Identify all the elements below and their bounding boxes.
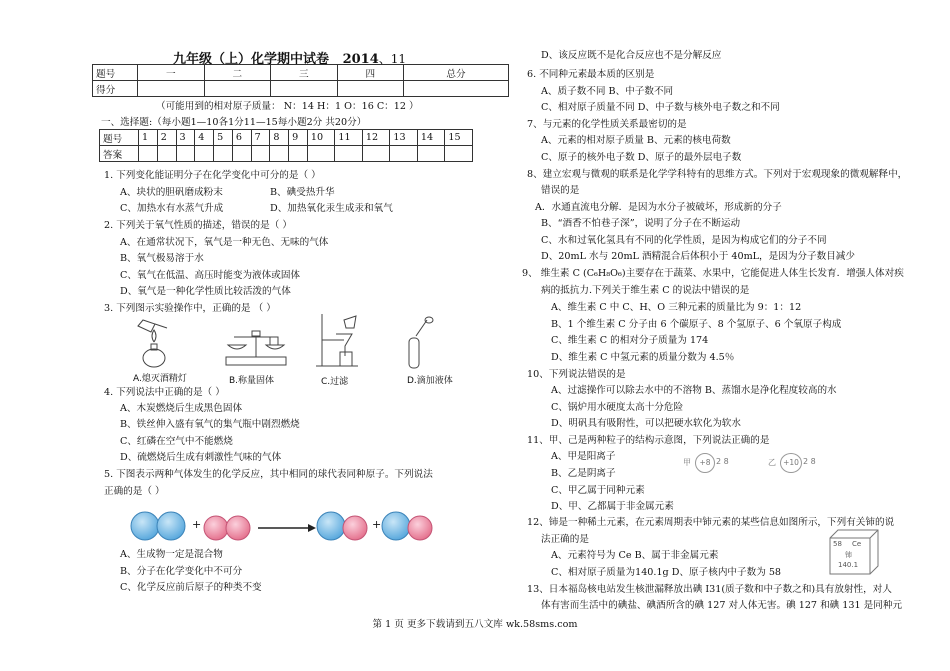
question-1: 1. 下列变化能证明分子在化学变化中可分的是（ ） bbox=[104, 170, 321, 181]
answer-row bbox=[100, 146, 473, 162]
score-header-cell: 二 bbox=[204, 65, 271, 81]
answer-number: 11 bbox=[335, 130, 363, 146]
molecule-atom-blue bbox=[131, 512, 159, 540]
option: C、原子的核外电子数 D、原子的最外层电子数 bbox=[541, 152, 742, 163]
question-5-cont: 正确的是（ ） bbox=[104, 486, 165, 497]
question-10: 10、下列说法错误的是 bbox=[527, 369, 626, 380]
score-cell[interactable] bbox=[404, 81, 509, 97]
answer-number: 5 bbox=[214, 130, 233, 146]
particle-yi-nucleus: +10 bbox=[780, 453, 802, 473]
filtration-figure bbox=[314, 312, 360, 370]
score-cell[interactable] bbox=[337, 81, 404, 97]
fig-label-c: C.过滤 bbox=[321, 377, 349, 387]
molecule-atom-red bbox=[226, 516, 250, 540]
answer-number: 6 bbox=[232, 130, 251, 146]
answer-number: 4 bbox=[195, 130, 214, 146]
option: C、化学反应前后原子的种类不变 bbox=[120, 582, 262, 593]
element-name: 铈 bbox=[845, 551, 852, 559]
question-13: 13、日本福岛核电站发生核泄漏释放出碘 I31(质子数和中子数之和)具有放射性，对人 bbox=[527, 584, 892, 595]
reaction-arrow-head bbox=[308, 524, 316, 532]
answer-cell[interactable] bbox=[195, 146, 214, 162]
question-7: 7、与元素的化学性质关系最密切的是 bbox=[527, 119, 687, 130]
answer-number: 9 bbox=[289, 130, 308, 146]
molecule-atom-blue bbox=[317, 512, 345, 540]
option: D、明矾具有吸附性，可以把硬水软化为软水 bbox=[551, 418, 741, 429]
dropper-figure bbox=[401, 316, 441, 370]
option: A、过滤操作可以除去水中的不溶物 B、蒸馏水是净化程度较高的水 bbox=[551, 385, 837, 396]
option: C、加热水有水蒸气升成 bbox=[120, 203, 224, 214]
particle-jia-electrons: 2 8 bbox=[716, 457, 729, 466]
option: D、加热氧化汞生成汞和氧气 bbox=[270, 203, 393, 214]
cerium-element-cell bbox=[828, 528, 880, 576]
option: B、铁丝伸入盛有氧气的集气瓶中剧烈燃烧 bbox=[120, 419, 300, 430]
score-row-label: 得分 bbox=[93, 81, 138, 97]
answer-cell[interactable] bbox=[270, 146, 289, 162]
particle-jia-diagram bbox=[683, 451, 741, 475]
option: B、氧气极易溶于水 bbox=[120, 253, 204, 264]
answer-cell[interactable] bbox=[417, 146, 445, 162]
option: A、元素符号为 Ce B、属于非金属元素 bbox=[551, 550, 719, 561]
answer-number: 8 bbox=[270, 130, 289, 146]
answer-cell[interactable] bbox=[390, 146, 418, 162]
option: B、“酒香不怕巷子深”，说明了分子在不断运动 bbox=[541, 218, 741, 229]
answer-number: 14 bbox=[417, 130, 445, 146]
question-9-cont: 病的抵抗力.下列关于维生素 C 的说法中错误的是 bbox=[541, 285, 750, 296]
question-5: 5. 下图表示两种气体发生的化学反应，其中相同的球代表同种原子。下列说法 bbox=[104, 469, 433, 480]
answer-cell[interactable] bbox=[157, 146, 176, 162]
question-8-cont: 错误的是 bbox=[541, 185, 580, 196]
option: B、1 个维生素 C 分子由 6 个碳原子、8 个氢原子、6 个氧原子构成 bbox=[551, 319, 842, 330]
section-heading: 一、选择题:（每小题1—10各1分11—15每小题2分 共20分） bbox=[101, 117, 367, 128]
question-6: 6. 不同种元素最本质的区别是 bbox=[527, 69, 655, 80]
fig-label-a: A.熄灭酒精灯 bbox=[133, 374, 187, 384]
option: A、在通常状况下，氧气是一种无色、无味的气体 bbox=[120, 237, 329, 248]
molecule-atom-blue bbox=[157, 512, 185, 540]
answer-number: 10 bbox=[307, 130, 335, 146]
option: D、硫燃烧后生成有刺激性气味的气体 bbox=[120, 452, 282, 463]
option: A、元素的相对原子质量 B、元素的核电荷数 bbox=[541, 135, 731, 146]
option: C、红磷在空气中不能燃烧 bbox=[120, 436, 233, 447]
option: A、生成物一定是混合物 bbox=[120, 549, 223, 560]
answer-cell[interactable] bbox=[335, 146, 363, 162]
answer-number: 7 bbox=[251, 130, 270, 146]
answer-cell[interactable] bbox=[307, 146, 335, 162]
question-11: 11、甲、己是两种粒子的结构示意图，下列说法正确的是 bbox=[527, 435, 770, 446]
question-8: 8、建立宏观与微观的联系是化学学科特有的思维方式。下列对于宏观现象的微观解释中， bbox=[527, 169, 908, 180]
score-header-cell: 题号 bbox=[93, 65, 138, 81]
answer-cell[interactable] bbox=[445, 146, 473, 162]
option: D、甲、乙都属于非金属元素 bbox=[551, 501, 674, 512]
element-number: 58 bbox=[833, 540, 842, 548]
answer-number: 13 bbox=[390, 130, 418, 146]
option: A、木炭燃烧后生成黑色固体 bbox=[120, 403, 243, 414]
option: C、相对原子质量为140.1g D、原子核内中子数为 58 bbox=[551, 567, 782, 578]
answer-cell[interactable] bbox=[214, 146, 233, 162]
particle-jia-nucleus: +8 bbox=[695, 453, 715, 473]
particle-yi-electrons: 2 8 bbox=[803, 457, 816, 466]
molecule-atom-red bbox=[204, 516, 228, 540]
option: C、氧气在低温、高压时能变为液体或固体 bbox=[120, 270, 301, 281]
score-cell[interactable] bbox=[138, 81, 205, 97]
plus-sign: + bbox=[372, 518, 382, 531]
option: B、分子在化学变化中不可分 bbox=[120, 566, 243, 577]
option: A．水通直流电分解．是因为水分子被破坏，形成新的分子 bbox=[535, 202, 782, 213]
option: D、该反应既不是化合反应也不是分解反应 bbox=[541, 50, 722, 61]
question-12: 12、铈是一种稀土元素，在元素周期表中铈元素的某些信息如图所示，下列有关铈的说 bbox=[527, 517, 895, 528]
score-header-cell: 一 bbox=[138, 65, 205, 81]
particle-yi-label: 乙 bbox=[768, 458, 776, 467]
answer-number: 12 bbox=[362, 130, 390, 146]
fig-label-b: B.称量固体 bbox=[229, 376, 275, 386]
option: C、甲乙属于同种元素 bbox=[551, 485, 645, 496]
answer-cell[interactable] bbox=[289, 146, 308, 162]
option: A、甲是阳离子 bbox=[551, 451, 616, 462]
title-year: 2014 bbox=[342, 52, 379, 67]
title-main: 九年级（上）化学期中试卷 bbox=[173, 52, 330, 67]
score-table bbox=[92, 64, 509, 97]
option: D、氧气是一种化学性质比较活泼的气体 bbox=[120, 286, 291, 297]
option: A、维生素 C 中 C、H、O 三种元素的质量比为 9：1：12 bbox=[551, 302, 802, 313]
molecule-atom-blue bbox=[382, 512, 410, 540]
molecule-atom-red bbox=[408, 516, 432, 540]
question-12-cont: 法正确的是 bbox=[541, 534, 589, 545]
score-header-cell: 四 bbox=[337, 65, 404, 81]
option: C、锅炉用水硬度太高十分危险 bbox=[551, 402, 684, 413]
option: C、水和过氧化氢具有不同的化学性质，是因为构成它们的分子不同 bbox=[541, 235, 827, 246]
option: C、维生素 C 的相对分子质量为 174 bbox=[551, 335, 709, 346]
score-cell[interactable] bbox=[204, 81, 271, 97]
option: A、质子数不同 B、中子数不同 bbox=[541, 86, 674, 97]
alcohol-lamp-figure bbox=[133, 318, 175, 370]
option: B、乙是阴离子 bbox=[551, 468, 616, 479]
option: C、相对原子质量不同 D、中子数与核外电子数之和不同 bbox=[541, 102, 780, 113]
score-header-cell: 总分 bbox=[404, 65, 509, 81]
score-cell[interactable] bbox=[271, 81, 338, 97]
option: D、维生素 C 中氢元素的质量分数为 4.5％ bbox=[551, 352, 735, 363]
reaction-figure bbox=[128, 507, 433, 545]
option: A、块状的胆矾磨成粉末 bbox=[120, 187, 223, 198]
answer-number: 15 bbox=[445, 130, 473, 146]
answer-cell[interactable] bbox=[176, 146, 195, 162]
plus-sign: + bbox=[192, 518, 202, 531]
answer-cell[interactable] bbox=[251, 146, 270, 162]
answer-row-label: 答案 bbox=[100, 146, 139, 162]
atomic-masses: （可能用到的相对原子质量： N：14 H：1 O：16 C：12 ） bbox=[156, 101, 419, 112]
answer-number-row bbox=[100, 130, 473, 146]
question-2: 2. 下列关于氧气性质的描述，错误的是（ ） bbox=[104, 220, 292, 231]
question-4: 4. 下列说法中正确的是（ ） bbox=[104, 387, 225, 398]
particle-yi-diagram bbox=[768, 451, 830, 475]
answer-row-label: 题号 bbox=[100, 130, 139, 146]
question-9: 9、 维生素 C (C₆H₈O₆)主要存在于蔬菜、水果中，它能促进人体生长发育．增强人体对疾 bbox=[522, 268, 904, 279]
fig-label-d: D.滴加液体 bbox=[407, 376, 453, 386]
question-3: 3. 下列图示实验操作中，正确的是 （ ） bbox=[104, 303, 276, 314]
title-month: 、11 bbox=[378, 52, 407, 66]
score-header-cell: 三 bbox=[271, 65, 338, 81]
option: B、碘受热升华 bbox=[270, 187, 335, 198]
answer-number: 3 bbox=[176, 130, 195, 146]
score-row bbox=[93, 81, 509, 97]
answer-number: 1 bbox=[139, 130, 158, 146]
balance-figure bbox=[224, 323, 288, 368]
answer-table bbox=[99, 129, 473, 162]
particle-jia-label: 甲 bbox=[683, 458, 691, 467]
question-13-cont: 体有害而生活中的碘盐、碘酒所含的碘 127 对人体无害。碘 127 和碘 131 是同种元 bbox=[541, 600, 903, 611]
score-header-row bbox=[93, 65, 509, 81]
answer-cell[interactable] bbox=[232, 146, 251, 162]
element-symbol: Ce bbox=[852, 540, 862, 548]
option: D、20mL 水与 20mL 酒精混合后体积小于 40mL，是因为分子数目减少 bbox=[541, 251, 855, 262]
element-mass: 140.1 bbox=[838, 561, 859, 569]
molecule-atom-red bbox=[343, 516, 367, 540]
page-footer: 第 1 页 更多下载请到五八文库 wk.58sms.com bbox=[372, 619, 578, 630]
answer-cell[interactable] bbox=[362, 146, 390, 162]
answer-number: 2 bbox=[157, 130, 176, 146]
answer-cell[interactable] bbox=[139, 146, 158, 162]
